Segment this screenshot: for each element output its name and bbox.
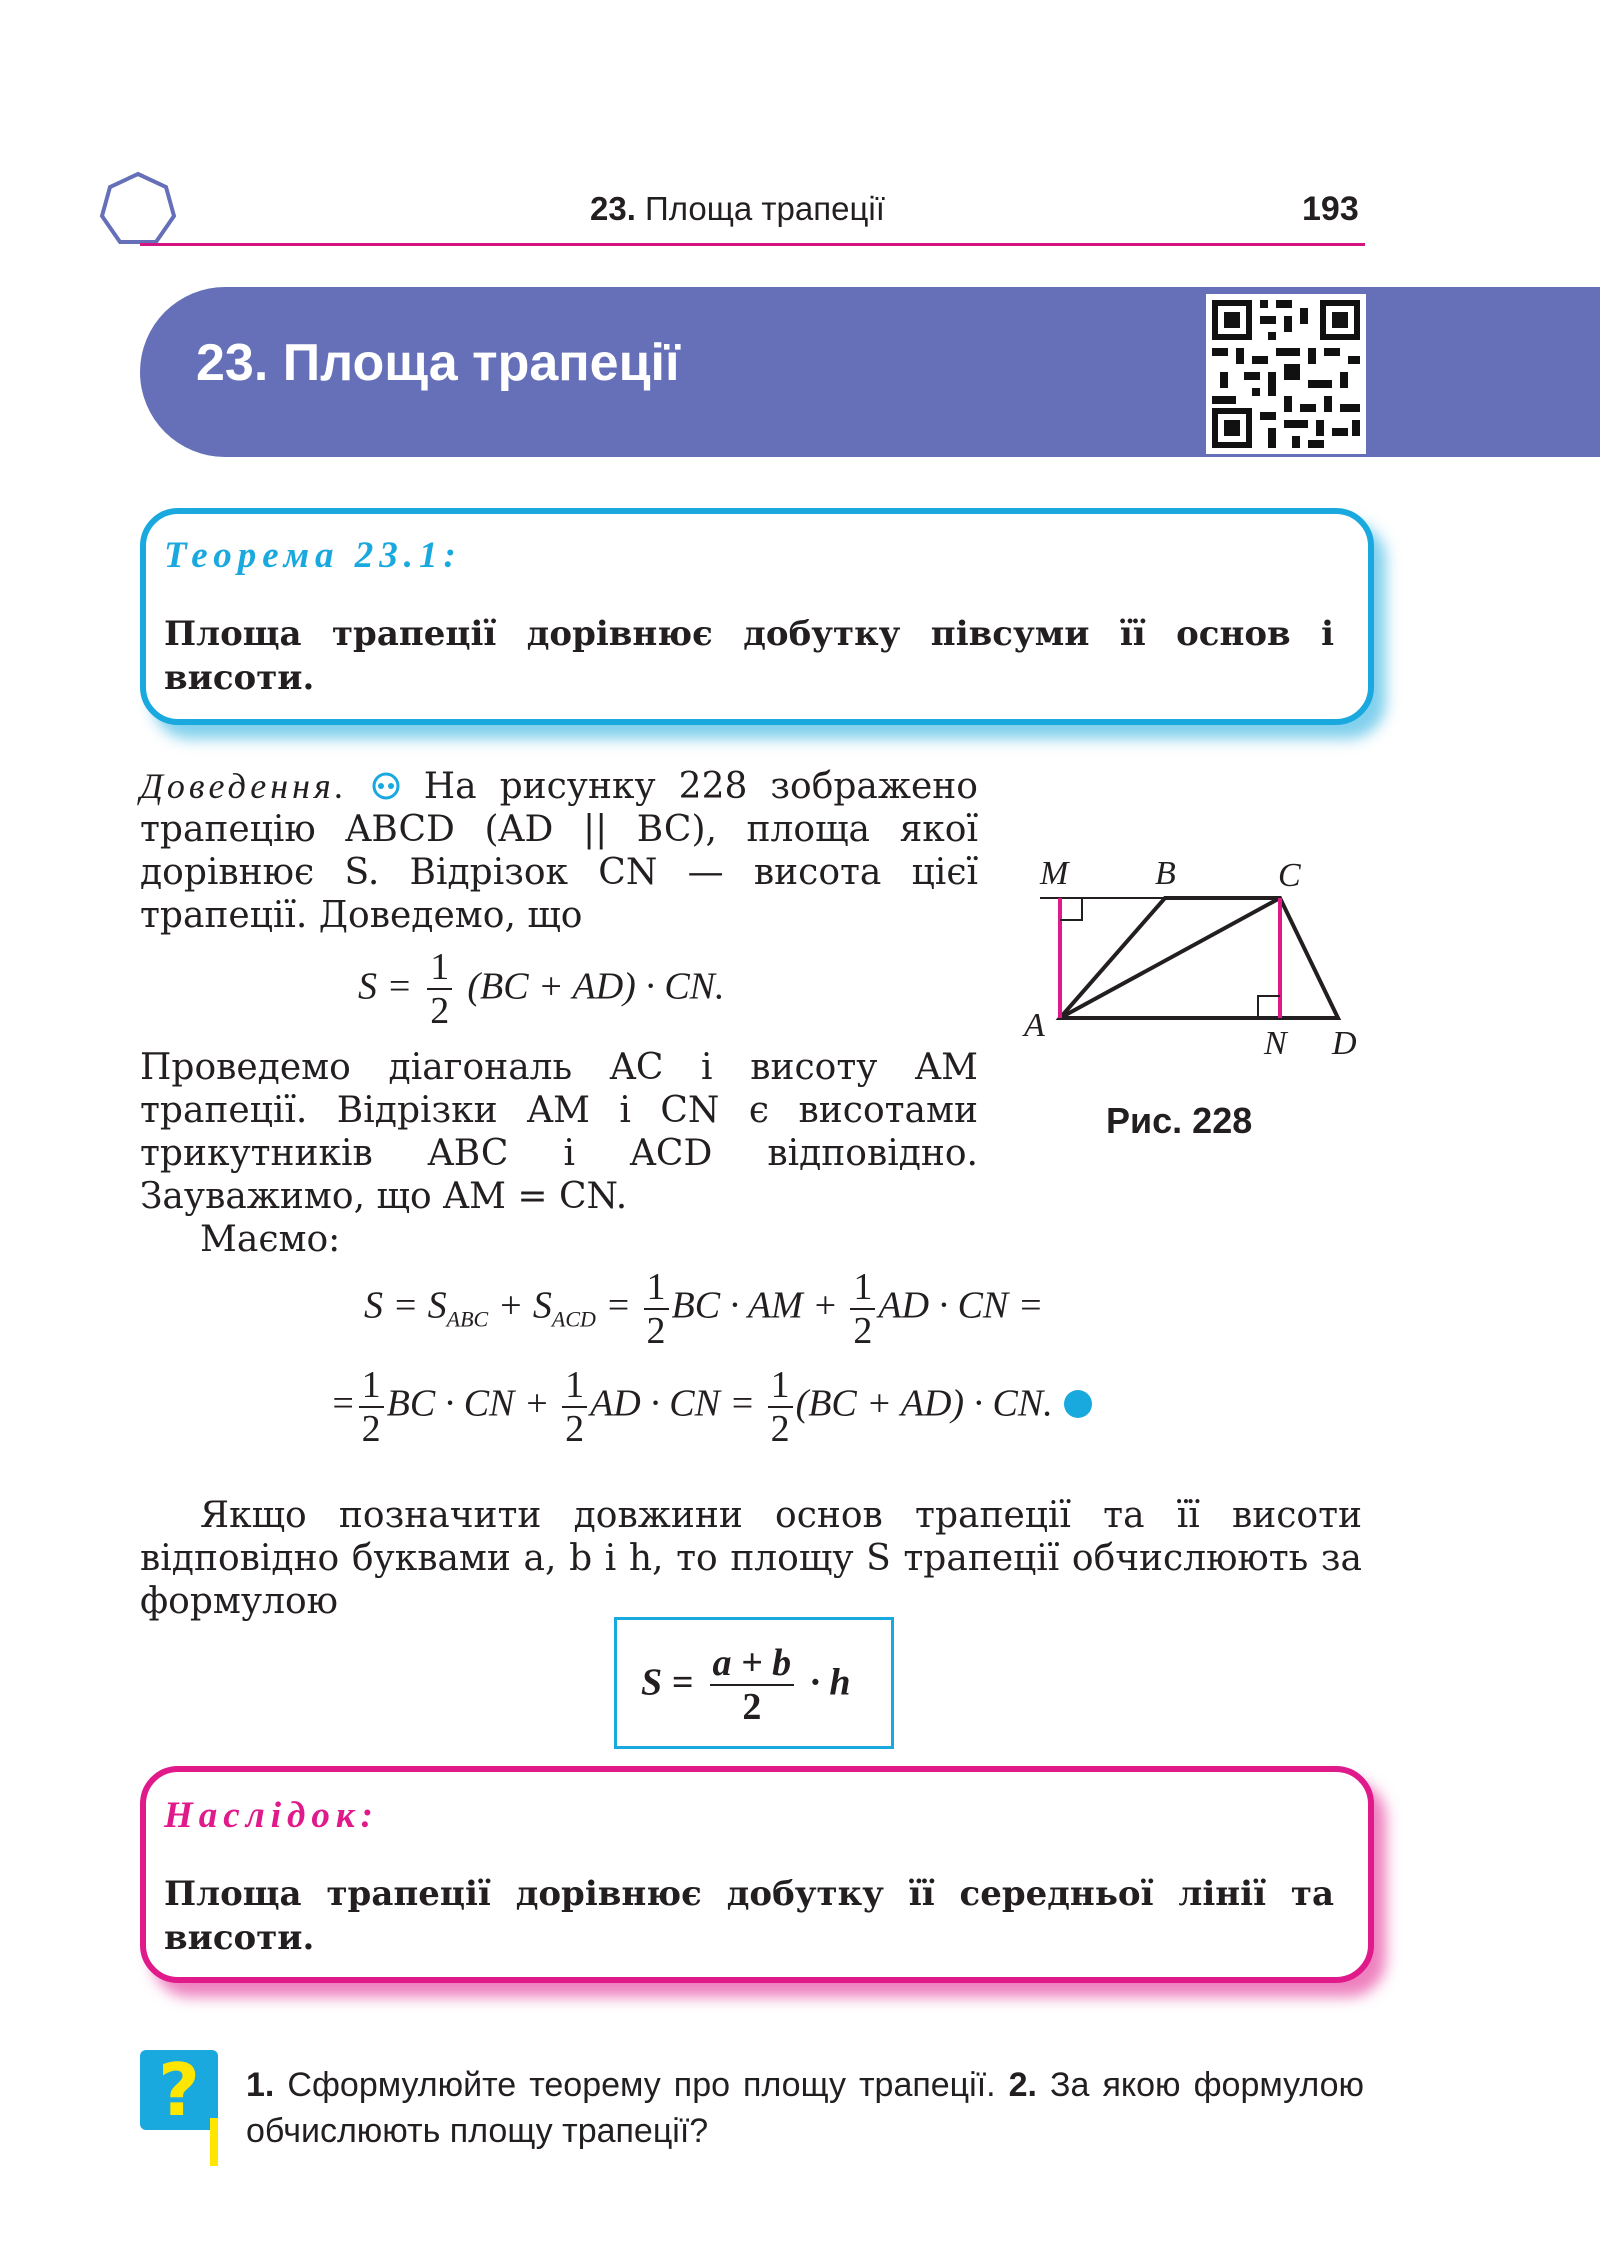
question-1-number: 1.: [246, 2066, 275, 2104]
question-2: За якою формулою обчислюють площу трапеції?: [246, 2066, 1365, 2150]
diagonal-ac: [1060, 898, 1280, 1018]
heptagon-icon: [98, 170, 178, 250]
formula1-left: S =: [358, 965, 413, 1008]
area-formula-numerator: a + b: [710, 1644, 795, 1686]
label-m: M: [1040, 855, 1069, 892]
corollary-box: [140, 1766, 1374, 1983]
line1-s: S = S: [364, 1284, 447, 1327]
line2-den3: 2: [770, 1408, 790, 1450]
label-c: C: [1278, 857, 1301, 894]
area-formula-denominator: 2: [742, 1686, 762, 1728]
proof-start-icon: [371, 771, 401, 801]
qr-code-icon[interactable]: [1206, 294, 1366, 454]
question-1: Сформулюйте теорему про площу трапеції.: [287, 2066, 996, 2104]
right-angle-m: [1060, 898, 1082, 920]
theorem-box: [140, 508, 1374, 725]
trapezoid-abcd: [1060, 898, 1338, 1018]
line1-den2: 2: [853, 1310, 873, 1352]
line2-num3: 1: [768, 1366, 793, 1408]
line2-term2: AD · CN =: [590, 1382, 765, 1425]
proof-end-icon: [1062, 1388, 1094, 1420]
trapezoid-figure: [1020, 850, 1370, 1075]
derivation-line-1: [364, 1268, 1043, 1350]
right-angle-n: [1258, 996, 1280, 1018]
area-formula-left: S =: [641, 1661, 694, 1704]
line2-eq: =: [330, 1382, 356, 1425]
section-title: 23. Площа трапеції: [196, 334, 680, 392]
line1-plus: + S: [488, 1284, 552, 1327]
figure-caption: Рис. 228: [1106, 1100, 1253, 1141]
line2-num1: 1: [359, 1366, 384, 1408]
line1-sub-acd: ACD: [551, 1306, 596, 1332]
proof-paragraph-3: Маємо:: [200, 1219, 341, 1260]
formula-box: [614, 1617, 894, 1749]
theorem-label: Теорема 23.1:: [164, 535, 462, 576]
review-questions: [246, 2062, 1364, 2154]
question-icon: ?: [140, 2050, 218, 2130]
formula1-numerator: 1: [427, 948, 452, 990]
derivation-line-2: [330, 1366, 1094, 1448]
theorem-text: Площа трапеції дорівнює добутку півсуми її основ і висоти.: [164, 614, 1334, 698]
label-d: D: [1332, 1025, 1357, 1062]
question-icon-stem: [210, 2118, 218, 2166]
proof-paragraph-1: На рисунку 228 зображено трапецію ABCD (AD || BC), площа якої дорівнює S. Відрізок CN — висота цієї трапеції. Доведемо, що: [140, 766, 978, 936]
proof-paragraph-2: Проведемо діагональ AC і висоту AM трапеції. Відрізки AM і CN є висотами трикутників ABC і ACD відповідно. Зауважимо, що AM = CN.: [140, 1047, 978, 1217]
area-formula-right: · h: [810, 1661, 851, 1704]
label-n: N: [1264, 1025, 1287, 1062]
formula-target: [358, 948, 725, 1030]
line1-term2: AD · CN =: [878, 1284, 1044, 1327]
proof-lead: Доведення.: [140, 766, 348, 806]
proof-intro: [140, 765, 978, 937]
line1-num2: 1: [850, 1268, 875, 1310]
line2-den2: 2: [565, 1408, 585, 1450]
corollary-label: Наслідок:: [164, 1795, 379, 1836]
line1-den1: 2: [646, 1310, 666, 1352]
formula1-denominator: 2: [430, 990, 450, 1032]
line2-term3: (BC + AD) · CN.: [795, 1382, 1053, 1425]
line2-num2: 1: [562, 1366, 587, 1408]
line1-term1: BC · AM +: [671, 1284, 848, 1327]
label-a: A: [1024, 1007, 1045, 1044]
header-section-number: 23.: [590, 190, 636, 227]
label-b: B: [1155, 855, 1176, 892]
line1-sub-abc: ABC: [446, 1306, 489, 1332]
header-section-title: Площа трапеції: [645, 190, 885, 227]
question-2-number: 2.: [1008, 2066, 1037, 2104]
line2-den1: 2: [361, 1408, 381, 1450]
formula1-right: (BC + AD) · CN.: [467, 965, 725, 1008]
line1-num1: 1: [644, 1268, 669, 1310]
page-number: 193: [1302, 190, 1359, 228]
corollary-text: Площа трапеції дорівнює добутку її середньої лінії та висоти.: [164, 1874, 1334, 1958]
general-paragraph: Якщо позначити довжини основ трапеції та її висоти відповідно буквами a, b і h, то площу S трапеції обчислюють за формулою: [140, 1495, 1362, 1622]
line2-term1: BC · CN +: [386, 1382, 560, 1425]
area-formula: [641, 1644, 851, 1726]
running-header: [590, 190, 885, 228]
header-divider: [140, 243, 1365, 246]
line1-eq: =: [595, 1284, 641, 1327]
